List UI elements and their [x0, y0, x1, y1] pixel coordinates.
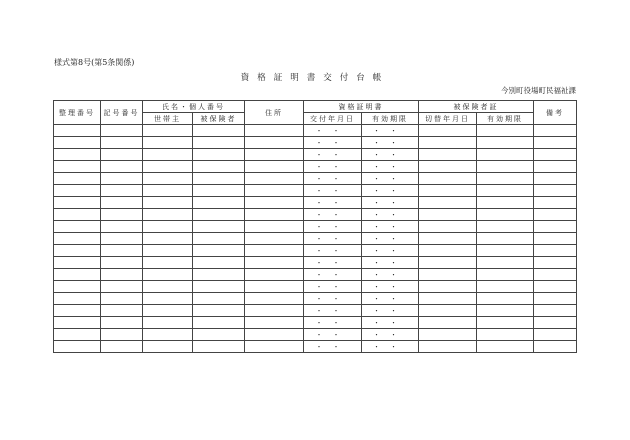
table-cell[interactable]	[477, 305, 534, 317]
table-row	[54, 329, 577, 341]
table-row	[54, 245, 577, 257]
table-cell[interactable]	[534, 233, 577, 245]
table-cell[interactable]	[193, 233, 245, 245]
table-cell[interactable]	[477, 329, 534, 341]
table-cell[interactable]	[534, 161, 577, 173]
table-cell[interactable]	[534, 293, 577, 305]
organization-name: 今別町役場町民福祉課	[501, 86, 576, 95]
koufu-date-cell[interactable]: ・・	[304, 173, 362, 185]
yuko-date-cell[interactable]: ・・	[362, 137, 419, 149]
table-cell[interactable]	[193, 221, 245, 233]
koufu-date-cell[interactable]: ・・	[304, 293, 362, 305]
table-cell[interactable]	[245, 317, 304, 329]
table-cell[interactable]	[193, 185, 245, 197]
table-cell[interactable]	[477, 149, 534, 161]
table-cell[interactable]	[54, 173, 101, 185]
koufu-date-cell[interactable]: ・・	[304, 185, 362, 197]
koufu-date-cell[interactable]: ・・	[304, 305, 362, 317]
koufu-date-cell[interactable]: ・・	[304, 269, 362, 281]
yuko-date-cell[interactable]: ・・	[362, 329, 419, 341]
table-cell[interactable]	[419, 305, 477, 317]
table-cell[interactable]	[101, 149, 143, 161]
table-cell[interactable]	[54, 209, 101, 221]
table-row	[54, 233, 577, 245]
table-cell[interactable]	[143, 233, 193, 245]
table-cell[interactable]	[534, 197, 577, 209]
table-cell[interactable]	[101, 269, 143, 281]
koufu-date-cell[interactable]: ・・	[304, 149, 362, 161]
table-cell[interactable]	[54, 305, 101, 317]
header-hihokenshasho: 被保険者証	[419, 101, 534, 113]
table-cell[interactable]	[477, 209, 534, 221]
table-cell[interactable]	[477, 281, 534, 293]
table-row	[54, 305, 577, 317]
table-cell[interactable]	[101, 125, 143, 137]
table-cell[interactable]	[419, 185, 477, 197]
table-cell[interactable]	[143, 185, 193, 197]
table-row	[54, 125, 577, 137]
table-cell[interactable]	[245, 305, 304, 317]
table-cell[interactable]	[534, 269, 577, 281]
table-cell[interactable]	[54, 149, 101, 161]
table-cell[interactable]	[101, 221, 143, 233]
table-cell[interactable]	[245, 257, 304, 269]
table-cell[interactable]	[54, 341, 101, 353]
table-cell[interactable]	[193, 245, 245, 257]
table-cell[interactable]	[534, 245, 577, 257]
koufu-date-cell[interactable]: ・・	[304, 317, 362, 329]
table-row	[54, 137, 577, 149]
header-shimei: 氏名・個人番号	[143, 101, 245, 113]
table-cell[interactable]	[419, 125, 477, 137]
table-cell[interactable]	[101, 257, 143, 269]
table-cell[interactable]	[143, 329, 193, 341]
yuko-date-cell[interactable]: ・・	[362, 221, 419, 233]
table-cell[interactable]	[101, 305, 143, 317]
table-cell[interactable]	[419, 173, 477, 185]
table-cell[interactable]	[245, 185, 304, 197]
table-cell[interactable]	[419, 281, 477, 293]
table-cell[interactable]	[245, 293, 304, 305]
table-cell[interactable]	[143, 293, 193, 305]
header-setainushi: 世帯主	[143, 113, 193, 125]
koufu-date-cell[interactable]: ・・	[304, 233, 362, 245]
table-cell[interactable]	[54, 257, 101, 269]
table-cell[interactable]	[477, 161, 534, 173]
table-cell[interactable]	[143, 209, 193, 221]
yuko-date-cell[interactable]: ・・	[362, 197, 419, 209]
header-yuko-2: 有効期限	[477, 113, 534, 125]
koufu-date-cell[interactable]: ・・	[304, 197, 362, 209]
table-cell[interactable]	[245, 173, 304, 185]
table-cell[interactable]	[193, 341, 245, 353]
table-cell[interactable]	[54, 317, 101, 329]
table-cell[interactable]	[54, 125, 101, 137]
yuko-date-cell[interactable]: ・・	[362, 125, 419, 137]
table-row	[54, 221, 577, 233]
form-number: 様式第8号(第5条関係)	[54, 58, 135, 67]
table-cell[interactable]	[101, 317, 143, 329]
table-cell[interactable]	[54, 161, 101, 173]
table-cell[interactable]	[419, 209, 477, 221]
table-cell[interactable]	[193, 305, 245, 317]
table-cell[interactable]	[477, 341, 534, 353]
table-cell[interactable]	[54, 233, 101, 245]
table-cell[interactable]	[534, 149, 577, 161]
table-cell[interactable]	[534, 317, 577, 329]
table-cell[interactable]	[193, 149, 245, 161]
table-cell[interactable]	[245, 341, 304, 353]
table-cell[interactable]	[534, 137, 577, 149]
yuko-date-cell[interactable]: ・・	[362, 269, 419, 281]
header-koufu-date: 交付年月日	[304, 113, 362, 125]
yuko-date-cell[interactable]: ・・	[362, 161, 419, 173]
table-cell[interactable]	[101, 341, 143, 353]
table-row	[54, 293, 577, 305]
table-cell[interactable]	[419, 197, 477, 209]
table-cell[interactable]	[143, 317, 193, 329]
table-cell[interactable]	[101, 173, 143, 185]
table-row	[54, 281, 577, 293]
yuko-date-cell[interactable]: ・・	[362, 341, 419, 353]
table-cell[interactable]	[143, 197, 193, 209]
table-cell[interactable]	[101, 161, 143, 173]
yuko-date-cell[interactable]: ・・	[362, 233, 419, 245]
table-cell[interactable]	[143, 281, 193, 293]
yuko-date-cell[interactable]: ・・	[362, 257, 419, 269]
table-cell[interactable]	[193, 125, 245, 137]
page-title: 資格証明書交付台帳	[240, 73, 390, 83]
koufu-date-cell[interactable]: ・・	[304, 125, 362, 137]
table-cell[interactable]	[101, 293, 143, 305]
header-hihokensha: 被保険者	[193, 113, 245, 125]
table-cell[interactable]	[419, 293, 477, 305]
table-cell[interactable]	[54, 197, 101, 209]
table-row	[54, 269, 577, 281]
table-cell[interactable]	[534, 173, 577, 185]
table-row	[54, 317, 577, 329]
table-cell[interactable]	[193, 293, 245, 305]
table-cell[interactable]	[193, 257, 245, 269]
table-cell[interactable]	[477, 257, 534, 269]
table-cell[interactable]	[245, 161, 304, 173]
table-cell[interactable]	[193, 209, 245, 221]
yuko-date-cell[interactable]: ・・	[362, 173, 419, 185]
yuko-date-cell[interactable]: ・・	[362, 149, 419, 161]
yuko-date-cell[interactable]: ・・	[362, 305, 419, 317]
table-row	[54, 197, 577, 209]
yuko-date-cell[interactable]: ・・	[362, 317, 419, 329]
table-cell[interactable]	[419, 257, 477, 269]
table-cell[interactable]	[143, 137, 193, 149]
yuko-date-cell[interactable]: ・・	[362, 245, 419, 257]
table-cell[interactable]	[534, 257, 577, 269]
table-cell[interactable]	[54, 329, 101, 341]
table-cell[interactable]	[143, 245, 193, 257]
table-cell[interactable]	[245, 137, 304, 149]
table-cell[interactable]	[143, 149, 193, 161]
table-row	[54, 257, 577, 269]
table-cell[interactable]	[54, 221, 101, 233]
table-cell[interactable]	[534, 341, 577, 353]
yuko-date-cell[interactable]: ・・	[362, 209, 419, 221]
table-cell[interactable]	[419, 245, 477, 257]
table-cell[interactable]	[193, 197, 245, 209]
header-biko: 備考	[534, 101, 577, 125]
table-cell[interactable]	[101, 281, 143, 293]
table-cell[interactable]	[534, 305, 577, 317]
table-cell[interactable]	[54, 281, 101, 293]
table-cell[interactable]	[419, 233, 477, 245]
table-cell[interactable]	[143, 341, 193, 353]
table-cell[interactable]	[245, 197, 304, 209]
header-jusho: 住所	[245, 101, 304, 125]
table-cell[interactable]	[245, 221, 304, 233]
table-cell[interactable]	[101, 209, 143, 221]
table-cell[interactable]	[245, 329, 304, 341]
table-cell[interactable]	[143, 269, 193, 281]
table-row	[54, 173, 577, 185]
koufu-date-cell[interactable]: ・・	[304, 209, 362, 221]
table-row	[54, 209, 577, 221]
table-cell[interactable]	[101, 197, 143, 209]
table-cell[interactable]	[419, 137, 477, 149]
header-row-1	[54, 101, 577, 113]
table-cell[interactable]	[419, 161, 477, 173]
table-cell[interactable]	[54, 269, 101, 281]
table-cell[interactable]	[193, 317, 245, 329]
table-cell[interactable]	[143, 305, 193, 317]
table-cell[interactable]	[193, 137, 245, 149]
koufu-date-cell[interactable]: ・・	[304, 245, 362, 257]
table-cell[interactable]	[534, 221, 577, 233]
table-cell[interactable]	[419, 269, 477, 281]
table-cell[interactable]	[143, 257, 193, 269]
table-cell[interactable]	[477, 233, 534, 245]
table-cell[interactable]	[245, 209, 304, 221]
table-cell[interactable]	[477, 269, 534, 281]
koufu-date-cell[interactable]: ・・	[304, 137, 362, 149]
table-cell[interactable]	[101, 185, 143, 197]
table-cell[interactable]	[143, 125, 193, 137]
table-cell[interactable]	[54, 137, 101, 149]
header-yuko-1: 有効期限	[362, 113, 419, 125]
table-cell[interactable]	[477, 137, 534, 149]
table-cell[interactable]	[419, 221, 477, 233]
table-cell[interactable]	[143, 221, 193, 233]
table-cell[interactable]	[419, 317, 477, 329]
table-row	[54, 161, 577, 173]
table-cell[interactable]	[477, 197, 534, 209]
table-cell[interactable]	[245, 233, 304, 245]
header-shikaku: 資格証明書	[304, 101, 419, 113]
table-cell[interactable]	[419, 329, 477, 341]
table-cell[interactable]	[54, 185, 101, 197]
table-cell[interactable]	[193, 173, 245, 185]
table-row	[54, 341, 577, 353]
table-cell[interactable]	[101, 137, 143, 149]
table-cell[interactable]	[477, 245, 534, 257]
header-kigou: 記号番号	[101, 101, 143, 125]
table-cell[interactable]	[477, 317, 534, 329]
yuko-date-cell[interactable]: ・・	[362, 281, 419, 293]
table-cell[interactable]	[477, 173, 534, 185]
ledger-table	[53, 100, 577, 353]
table-cell[interactable]	[245, 269, 304, 281]
table-cell[interactable]	[54, 293, 101, 305]
header-kirikae-date: 切替年月日	[419, 113, 477, 125]
table-cell[interactable]	[101, 329, 143, 341]
table-row	[54, 185, 577, 197]
table-cell[interactable]	[477, 293, 534, 305]
table-cell[interactable]	[54, 245, 101, 257]
koufu-date-cell[interactable]: ・・	[304, 161, 362, 173]
table-cell[interactable]	[143, 173, 193, 185]
table-cell[interactable]	[245, 281, 304, 293]
table-cell[interactable]	[193, 281, 245, 293]
header-seiri: 整理番号	[54, 101, 101, 125]
koufu-date-cell[interactable]: ・・	[304, 329, 362, 341]
table-cell[interactable]	[419, 149, 477, 161]
table-cell[interactable]	[477, 125, 534, 137]
koufu-date-cell[interactable]: ・・	[304, 341, 362, 353]
table-cell[interactable]	[193, 269, 245, 281]
table-cell[interactable]	[534, 209, 577, 221]
koufu-date-cell[interactable]: ・・	[304, 281, 362, 293]
table-cell[interactable]	[477, 221, 534, 233]
table-cell[interactable]	[101, 245, 143, 257]
yuko-date-cell[interactable]: ・・	[362, 185, 419, 197]
table-row	[54, 149, 577, 161]
koufu-date-cell[interactable]: ・・	[304, 257, 362, 269]
table-cell[interactable]	[419, 341, 477, 353]
koufu-date-cell[interactable]: ・・	[304, 221, 362, 233]
table-cell[interactable]	[534, 125, 577, 137]
yuko-date-cell[interactable]: ・・	[362, 293, 419, 305]
table-cell[interactable]	[193, 329, 245, 341]
table-cell[interactable]	[101, 233, 143, 245]
table-cell[interactable]	[245, 125, 304, 137]
table-cell[interactable]	[534, 185, 577, 197]
table-cell[interactable]	[245, 149, 304, 161]
table-cell[interactable]	[143, 161, 193, 173]
table-cell[interactable]	[193, 161, 245, 173]
table-cell[interactable]	[477, 185, 534, 197]
table-cell[interactable]	[534, 329, 577, 341]
table-cell[interactable]	[534, 281, 577, 293]
table-cell[interactable]	[245, 245, 304, 257]
